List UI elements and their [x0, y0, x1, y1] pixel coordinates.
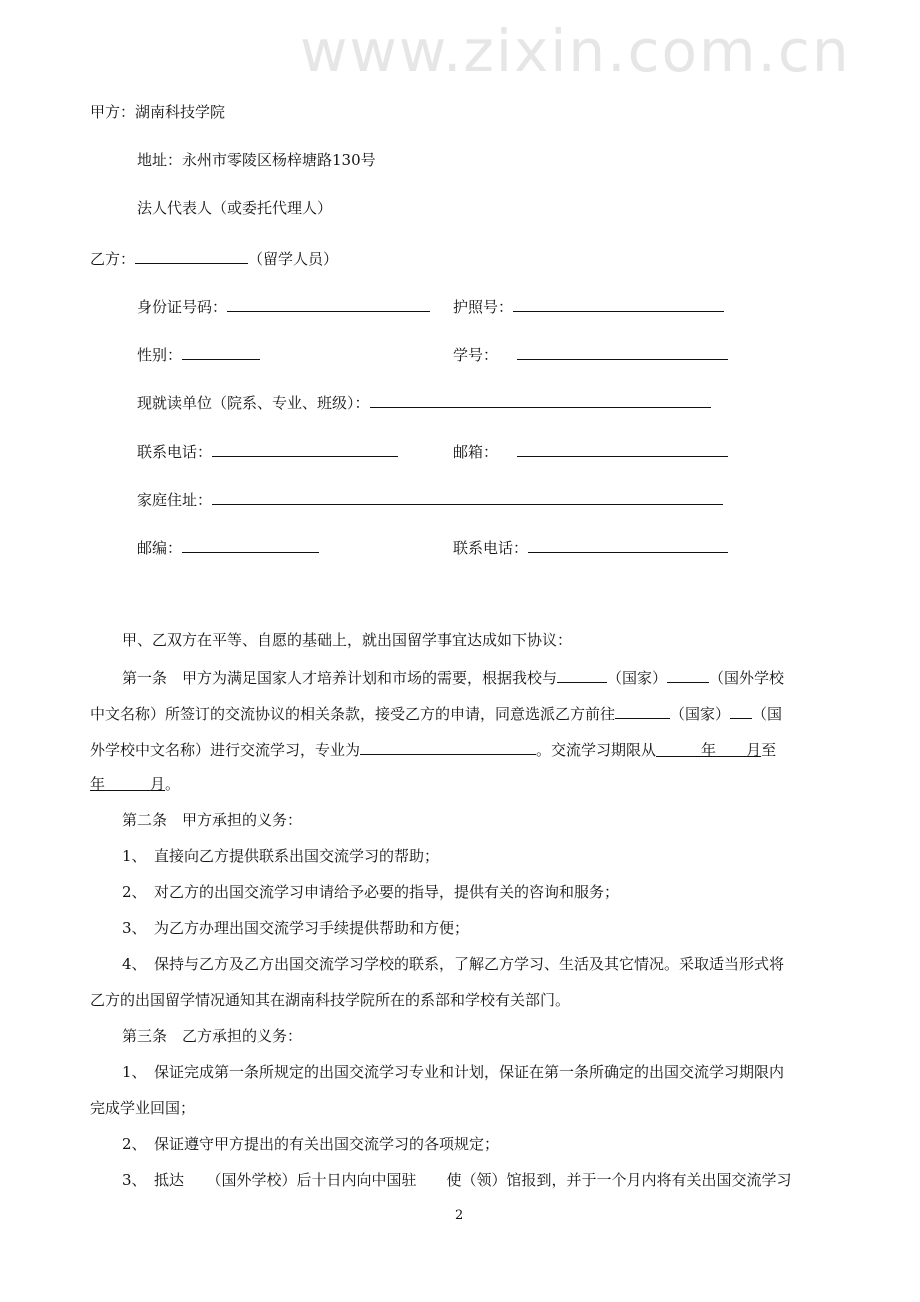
major-field[interactable] — [360, 738, 536, 755]
email-label: 邮箱： — [453, 443, 499, 461]
article2-item1: 1、 直接向乙方提供联系出国交流学习的帮助； — [122, 847, 440, 865]
id-row — [137, 295, 430, 317]
article2-item3: 3、 为乙方办理出国交流学习手续提供帮助和方便； — [122, 919, 470, 937]
article3-item1-cont: 完成学业回国； — [90, 1099, 196, 1117]
unit-row — [137, 391, 711, 413]
party-b-label: 乙方： — [90, 250, 136, 268]
article2-item2: 2、 对乙方的出国交流学习申请给予必要的指导，提供有关的咨询和服务； — [122, 883, 620, 901]
text: 至 — [761, 741, 777, 759]
passport-row — [453, 295, 724, 317]
email-row — [453, 440, 728, 462]
party-a: 甲方：湖南科技学院 — [90, 103, 226, 121]
article2-title: 第二条 甲方承担的义务： — [122, 811, 303, 829]
gender-field[interactable] — [182, 343, 260, 360]
article1-line4 — [90, 774, 180, 794]
text: （国外学校 — [709, 669, 785, 687]
text: （国 — [752, 705, 783, 723]
id-label: 身份证号码： — [137, 298, 228, 316]
zip-label: 邮编： — [137, 539, 183, 557]
school-field[interactable] — [667, 666, 709, 683]
phone-row — [137, 440, 398, 462]
text: 第一条 甲方为满足国家人才培养计划和市场的需要，根据我校与 — [122, 669, 558, 687]
phone-field[interactable] — [212, 440, 398, 457]
article3-item3: 3、 抵达 （国外学校）后十日内向中国驻 使（领）馆报到，并于一个月内将有关出国交流学习 — [122, 1171, 792, 1189]
article3-item1: 1、 保证完成第一条所规定的出国交流学习专业和计划，保证在第一条所确定的出国交流学习期限内 — [122, 1063, 785, 1081]
gender-label: 性别： — [137, 346, 183, 364]
party-b-name-field[interactable] — [135, 247, 248, 264]
passport-field[interactable] — [513, 295, 724, 312]
gender-row — [137, 343, 260, 365]
watermark: www.zixin.com.cn — [300, 17, 851, 85]
zip-field[interactable] — [182, 536, 319, 553]
article2-item4-cont: 乙方的出国留学情况通知其在湖南科技学院所在的系部和学校有关部门。 — [90, 991, 571, 1009]
unit-field[interactable] — [370, 391, 711, 408]
article3-title: 第三条 乙方承担的义务： — [122, 1027, 303, 1045]
dest-country-field[interactable] — [615, 702, 670, 719]
page-number: 2 — [455, 1208, 464, 1223]
id-field[interactable] — [227, 295, 430, 312]
phone-label: 联系电话： — [137, 443, 213, 461]
student-no-label: 学号： — [453, 346, 499, 364]
text: （国家） — [607, 669, 668, 687]
text: 中文名称）所签订的交流协议的相关条款，接受乙方的申请，同意选派乙方前往 — [90, 705, 616, 723]
end-date[interactable]: 年 月 — [90, 775, 166, 793]
unit-label: 现就读单位（院系、专业、班级）： — [137, 394, 370, 412]
text: 。交流学习期限从 — [536, 741, 657, 759]
party-b-suffix: （留学人员） — [248, 250, 339, 268]
phone2-row — [453, 536, 728, 558]
text: 外学校中文名称）进行交流学习，专业为 — [90, 741, 361, 759]
email-field[interactable] — [517, 440, 728, 457]
party-b-line — [90, 247, 338, 269]
intro: 甲、乙双方在平等、自愿的基础上，就出国留学事宜达成如下协议： — [122, 631, 573, 649]
student-no-row — [453, 343, 728, 365]
home-label: 家庭住址： — [137, 491, 213, 509]
phone2-field[interactable] — [528, 536, 728, 553]
home-field[interactable] — [212, 488, 723, 505]
article2-item4: 4、 保持与乙方及乙方出国交流学习学校的联系，了解乙方学习、生活及其它情况。采取适当形式将 — [122, 955, 785, 973]
zip-row — [137, 536, 319, 558]
article1-line1 — [122, 666, 784, 688]
home-row — [137, 488, 723, 510]
start-date[interactable]: 年 月 — [701, 741, 762, 759]
phone2-label: 联系电话： — [453, 539, 529, 557]
student-no-field[interactable] — [517, 343, 728, 360]
party-a-rep: 法人代表人（或委托代理人） — [137, 199, 333, 217]
article1-line2 — [90, 702, 782, 724]
passport-label: 护照号： — [453, 298, 514, 316]
country-field[interactable] — [557, 666, 607, 683]
party-a-address: 地址：永州市零陵区杨梓塘路130号 — [137, 151, 376, 169]
article3-item2: 2、 保证遵守甲方提出的有关出国交流学习的各项规定； — [122, 1135, 500, 1153]
text: 。 — [165, 775, 181, 793]
dest-school-field[interactable] — [730, 702, 752, 719]
article1-line3 — [90, 738, 776, 760]
text: （国家） — [670, 705, 731, 723]
